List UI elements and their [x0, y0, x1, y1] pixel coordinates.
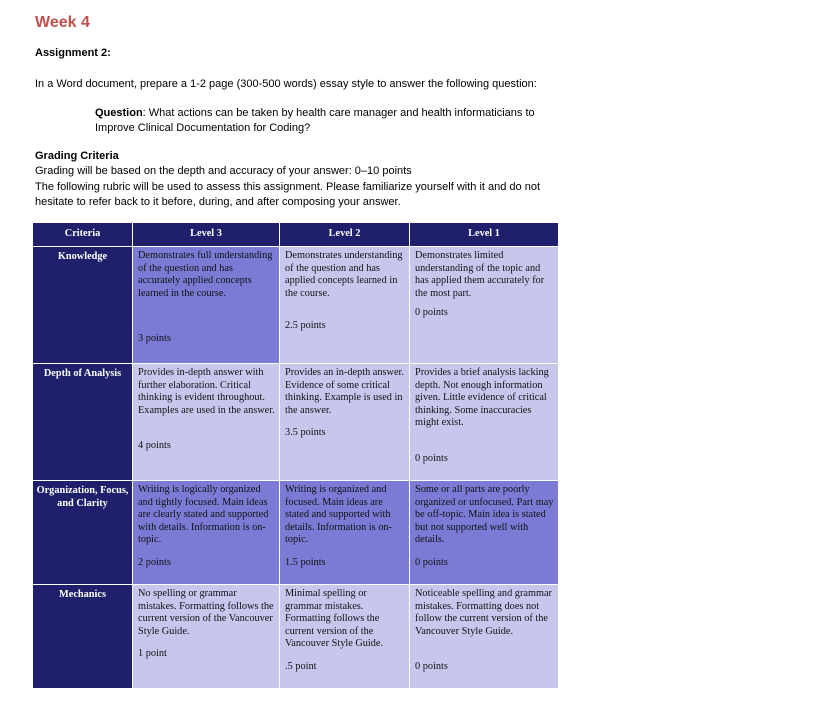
cell-points: 3.5 points	[285, 427, 326, 438]
mechanics-level-3	[133, 585, 280, 689]
criteria-depth-of-analysis: Depth of Analysis	[33, 364, 133, 481]
depth-level-2	[280, 364, 410, 481]
rubric-table	[32, 222, 559, 689]
header-level-3: Level 3	[133, 223, 280, 247]
cell-points: 2 points	[138, 557, 171, 568]
cell-description: Provides in-depth answer with further elaboration. Critical thinking is evident throughout. Examples are used in the answer.	[138, 367, 275, 416]
assignment-title: Assignment 2:	[35, 47, 111, 59]
rubric-row-mechanics	[33, 585, 559, 689]
cell-points: 0 points	[415, 557, 448, 568]
cell-description: Minimal spelling or grammar mistakes. Formatting follows the current version of the Vancouver Style Guide.	[285, 588, 384, 650]
rubric-row-depth	[33, 364, 559, 481]
cell-description: Demonstrates full understanding of the question and has accurately applied concepts learned in the course.	[138, 250, 273, 299]
rubric-header-row	[33, 223, 559, 247]
knowledge-level-1	[410, 247, 559, 364]
organization-level-2	[280, 481, 410, 585]
rubric-row-organization	[33, 481, 559, 585]
criteria-mechanics: Mechanics	[33, 585, 133, 689]
depth-level-3	[133, 364, 280, 481]
cell-description: Some or all parts are poorly organized or unfocused. Part may be off-topic. Main idea is stated but not supported well with details.	[415, 484, 554, 546]
depth-level-1	[410, 364, 559, 481]
cell-points: .5 point	[285, 661, 317, 672]
rubric-row-knowledge	[33, 247, 559, 364]
cell-description: No spelling or grammar mistakes. Formatting follows the current version of the Vancouver Style Guide.	[138, 588, 274, 637]
knowledge-level-2	[280, 247, 410, 364]
header-level-1: Level 1	[410, 223, 559, 247]
cell-description: Provides an in-depth answer. Evidence of some critical thinking. Example is used in the answer.	[285, 367, 404, 416]
cell-description: Provides a brief analysis lacking depth. Not enough information given. Little evidence of critical thinking. Some inaccuracies might exist.	[415, 367, 549, 429]
question-label: Question	[95, 107, 143, 119]
organization-level-1	[410, 481, 559, 585]
cell-description: Writing is organized and focused. Main ideas are stated and supported with details. Information is on-topic.	[285, 484, 392, 546]
cell-points: 4 points	[138, 440, 171, 451]
cell-description: Demonstrates understanding of the question and has applied concepts learned in the course.	[285, 250, 403, 299]
grading-criteria-heading: Grading Criteria	[35, 150, 119, 162]
header-criteria: Criteria	[33, 223, 133, 247]
cell-points: 0 points	[415, 453, 448, 464]
week-title: Week 4	[35, 14, 90, 31]
cell-points: 3 points	[138, 333, 171, 344]
cell-description: Writing is logically organized and tightly focused. Main ideas are clearly stated and supported with details. Information is on-topic.	[138, 484, 269, 546]
cell-points: 0 points	[415, 307, 448, 318]
cell-description: Demonstrates limited understanding of the topic and has applied them accurately for the most part.	[415, 250, 545, 299]
header-level-2: Level 2	[280, 223, 410, 247]
grading-rubric-note: The following rubric will be used to assess this assignment. Please familiarize yourself with it and do not hesitate to refer back to it before, during, and after composing your answer.	[35, 181, 541, 208]
cell-points: 0 points	[415, 661, 448, 672]
knowledge-level-3	[133, 247, 280, 364]
criteria-knowledge: Knowledge	[33, 247, 133, 364]
organization-level-3	[133, 481, 280, 585]
mechanics-level-1	[410, 585, 559, 689]
cell-points: 1.5 points	[285, 557, 326, 568]
question-text: : What actions can be taken by health care manager and health informaticians to Improve Clinical Documentation for Coding?	[95, 107, 535, 134]
cell-points: 1 point	[138, 648, 167, 659]
assignment-instructions: In a Word document, prepare a 1-2 page (300-500 words) essay style to answer the following question:	[35, 78, 537, 90]
criteria-organization: Organization, Focus, and Clarity	[33, 481, 133, 585]
cell-description: Noticeable spelling and grammar mistakes. Formatting does not follow the current version of the Vancouver Style Guide.	[415, 588, 552, 637]
question-block	[95, 106, 565, 136]
mechanics-level-2	[280, 585, 410, 689]
cell-points: 2.5 points	[285, 320, 326, 331]
grading-summary: Grading will be based on the depth and accuracy of your answer: 0–10 points	[35, 165, 412, 177]
